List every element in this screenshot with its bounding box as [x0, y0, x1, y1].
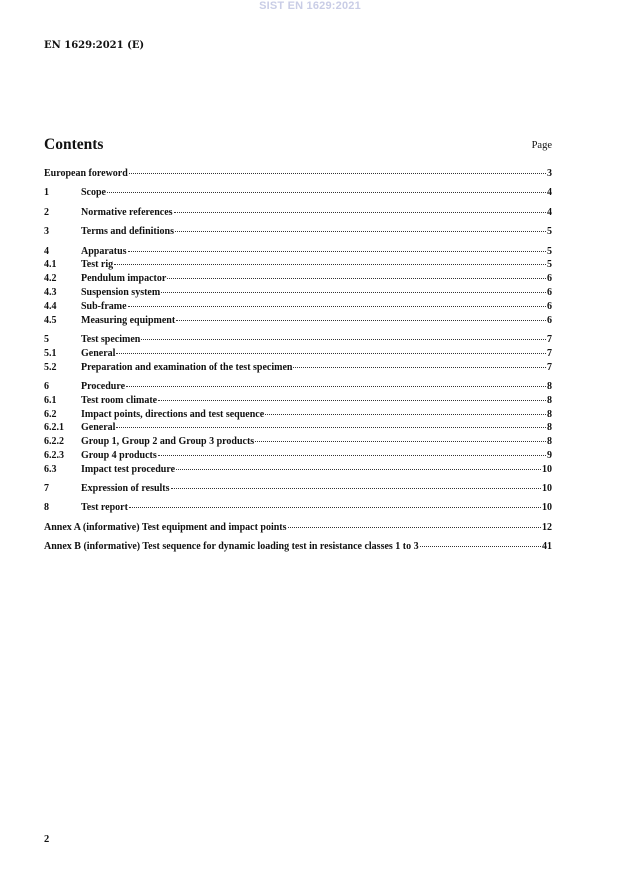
toc-entry[interactable]: [44, 500, 552, 514]
toc-entry-title: Sub-frame: [81, 300, 127, 312]
toc-dot-leader: [171, 479, 541, 489]
toc-dot-leader: [158, 446, 546, 456]
toc-entry-page: 6: [547, 314, 552, 326]
toc-dot-leader: [255, 432, 546, 442]
toc-entry-number: 6.2.2: [44, 436, 64, 448]
toc-dot-leader: [176, 460, 541, 470]
toc-entry[interactable]: [44, 205, 552, 219]
toc-entry-page: 3: [547, 168, 552, 179]
page-column-label: Page: [531, 140, 552, 151]
table-of-contents: [44, 166, 552, 553]
toc-entry-page: 6: [547, 300, 552, 312]
toc-entry-title: Procedure: [81, 380, 126, 392]
toc-entry-page: 6: [547, 286, 552, 298]
toc-dot-leader: [174, 203, 546, 213]
toc-entry-number: 6.2: [44, 408, 57, 420]
toc-entry-page: 4: [547, 206, 552, 218]
toc-entry-number: 4.5: [44, 314, 57, 326]
toc-entry-page: 5: [547, 245, 552, 257]
toc-entry-number: 6.1: [44, 394, 57, 406]
toc-dot-leader: [126, 377, 546, 387]
toc-entry-title: Impact points, directions and test sequence: [81, 408, 265, 420]
toc-entry-number: 3: [44, 226, 49, 238]
toc-entry-page: 8: [547, 408, 552, 420]
toc-entry-title: Terms and definitions: [81, 226, 174, 238]
toc-entry-page: 4: [547, 187, 552, 199]
toc-entry-title: European foreword: [44, 168, 128, 179]
toc-entry-page: 8: [547, 380, 552, 392]
toc-entry[interactable]: [44, 166, 552, 180]
toc-entry-number: 5.1: [44, 347, 57, 359]
toc-entry-page: 10: [542, 502, 552, 514]
toc-entry-number: 6: [44, 380, 49, 392]
toc-entry-number: 4.1: [44, 259, 57, 271]
toc-entry-page: 10: [542, 483, 552, 495]
toc-dot-leader: [128, 297, 546, 307]
toc-entry-number: 5.2: [44, 361, 57, 373]
toc-dot-leader: [167, 269, 546, 279]
toc-entry-page: 8: [547, 394, 552, 406]
toc-dot-leader: [176, 311, 546, 321]
toc-entry-title: Test report: [81, 502, 128, 514]
toc-entry-page: 41: [542, 541, 552, 553]
toc-dot-leader: [128, 242, 546, 252]
toc-entry[interactable]: [44, 520, 552, 534]
toc-entry-title: General: [81, 347, 116, 359]
toc-entry-page: 5: [547, 259, 552, 271]
toc-entry[interactable]: [44, 313, 552, 327]
toc-dot-leader: [129, 498, 541, 508]
toc-entry-page: 12: [542, 521, 552, 533]
toc-entry-number: 6.2.3: [44, 449, 64, 461]
toc-entry-title: Measuring equipment: [81, 314, 176, 326]
toc-entry-page: 6: [547, 273, 552, 285]
toc-entry-number: 6.3: [44, 463, 57, 475]
toc-dot-leader: [161, 283, 546, 293]
toc-dot-leader: [116, 418, 546, 428]
toc-dot-leader: [141, 330, 546, 340]
toc-entry-number: 2: [44, 206, 49, 218]
toc-entry-number: 8: [44, 502, 49, 514]
toc-dot-leader: [265, 405, 546, 415]
toc-entry-title: Test rig: [81, 259, 114, 271]
toc-entry-title: Test room climate: [81, 394, 158, 406]
toc-entry-title: Suspension system: [81, 286, 161, 298]
toc-entry-page: 8: [547, 436, 552, 448]
toc-entry-title: Test specimen: [81, 333, 141, 345]
toc-entry-page: 7: [547, 361, 552, 373]
page-number: 2: [44, 834, 50, 845]
toc-entry-title: Impact test procedure: [81, 463, 176, 475]
toc-entry[interactable]: [44, 185, 552, 199]
toc-entry[interactable]: [44, 462, 552, 476]
toc-dot-leader: [288, 518, 541, 528]
toc-entry-title: Apparatus: [81, 245, 127, 257]
toc-entry-page: 9: [547, 449, 552, 461]
toc-dot-leader: [175, 222, 546, 232]
toc-entry-title: Expression of results: [81, 483, 170, 495]
toc-entry-title: Annex B (informative) Test sequence for dynamic loading test in resistance classes 1 to 3: [44, 541, 419, 553]
document-id: EN 1629:2021 (E): [44, 40, 145, 51]
toc-entry-title: Scope: [81, 187, 106, 199]
toc-dot-leader: [293, 358, 546, 368]
toc-entry[interactable]: [44, 481, 552, 495]
toc-entry-number: 4.3: [44, 286, 57, 298]
toc-entry-page: 5: [547, 226, 552, 238]
toc-dot-leader: [129, 164, 546, 174]
toc-entry-page: 8: [547, 422, 552, 434]
toc-entry[interactable]: [44, 224, 552, 238]
toc-entry-title: Normative references: [81, 206, 173, 218]
toc-entry-number: 7: [44, 483, 49, 495]
toc-entry-title: Group 4 products: [81, 449, 157, 461]
toc-dot-leader: [158, 391, 546, 401]
toc-entry-page: 7: [547, 333, 552, 345]
toc-dot-leader: [114, 255, 546, 265]
toc-dot-leader: [420, 537, 541, 547]
toc-entry-title: Group 1, Group 2 and Group 3 products: [81, 436, 255, 448]
toc-entry[interactable]: [44, 539, 552, 553]
toc-entry-title: Pendulum impactor: [81, 273, 167, 285]
toc-dot-leader: [116, 344, 546, 354]
watermark: SIST EN 1629:2021: [259, 0, 361, 12]
toc-entry-page: 10: [542, 463, 552, 475]
toc-entry-number: 4: [44, 245, 49, 257]
contents-heading: Contents: [44, 136, 104, 153]
toc-entry-number: 5: [44, 333, 49, 345]
toc-entry-title: General: [81, 422, 116, 434]
toc-dot-leader: [107, 183, 546, 193]
toc-entry-title: Preparation and examination of the test specimen: [81, 361, 293, 373]
toc-entry-number: 6.2.1: [44, 422, 64, 434]
toc-entry-number: 1: [44, 187, 49, 199]
toc-entry-number: 4.4: [44, 300, 57, 312]
toc-entry-page: 7: [547, 347, 552, 359]
toc-entry-number: 4.2: [44, 273, 57, 285]
toc-entry-title: Annex A (informative) Test equipment and impact points: [44, 521, 287, 533]
toc-entry[interactable]: [44, 360, 552, 374]
